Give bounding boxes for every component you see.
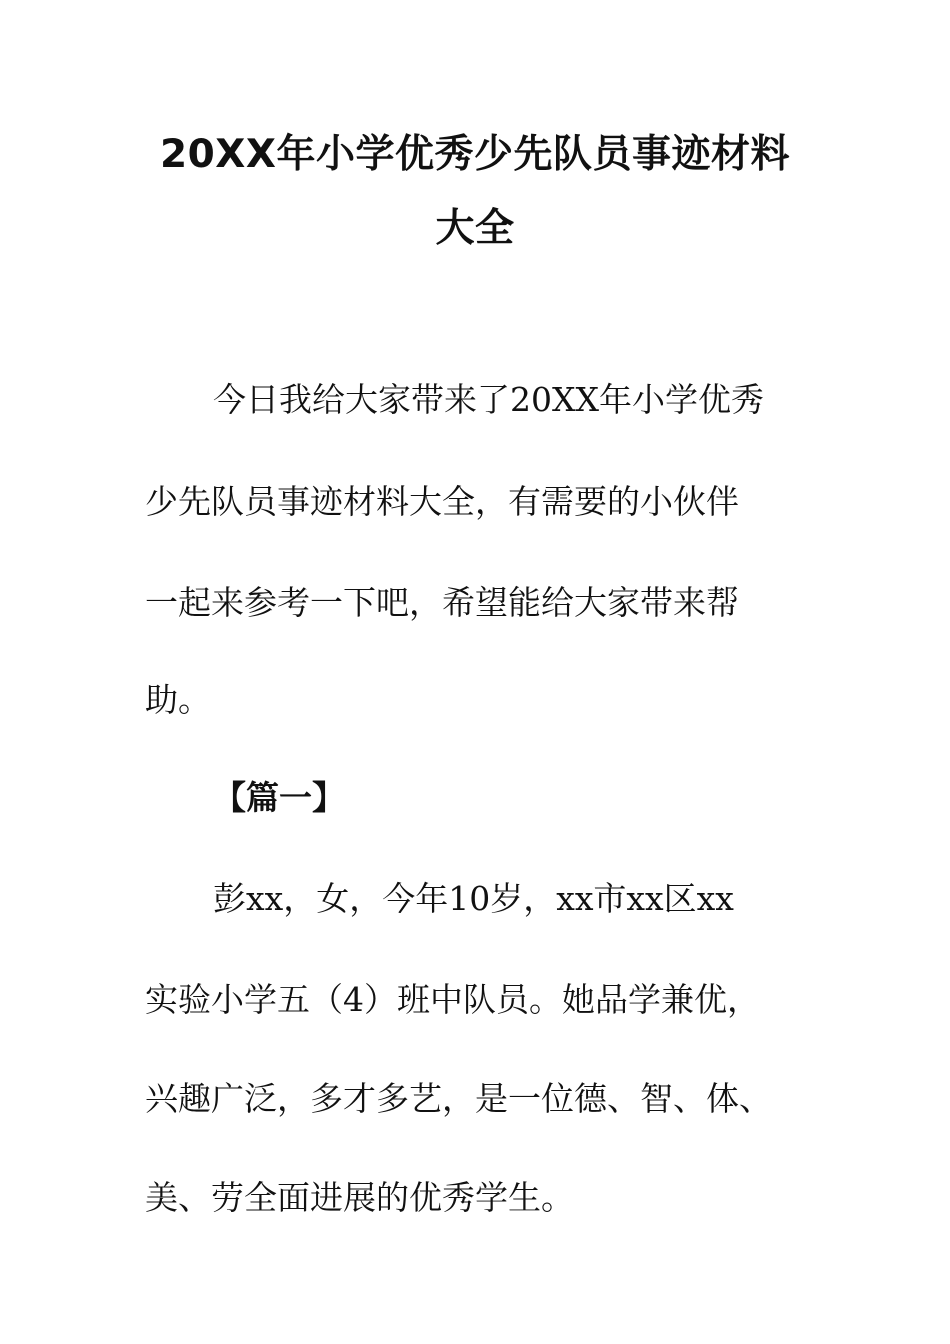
intro-line-3: 一起来参考一下吧，希望能给大家带来帮 <box>145 583 739 622</box>
intro-line-4: 助。 <box>145 680 211 719</box>
section-line-2: 实验小学五（4）班中队员。她品学兼优， <box>145 980 760 1019</box>
section-line-4: 美、劳全面进展的优秀学生。 <box>145 1178 574 1217</box>
intro-line-1: 今日我给大家带来了20XX年小学优秀 <box>213 380 764 419</box>
section-heading: 【篇一】 <box>213 778 345 817</box>
document-title-line-2: 大全 <box>435 206 515 251</box>
section-line-1: 彭xx，女，今年10岁，xx市xx区xx <box>213 879 734 918</box>
intro-line-2: 少先队员事迹材料大全，有需要的小伙伴 <box>145 482 739 521</box>
document-title-line-1: 20XX年小学优秀少先队员事迹材料 <box>160 132 790 177</box>
section-line-3: 兴趣广泛，多才多艺，是一位德、智、体、 <box>145 1079 772 1118</box>
